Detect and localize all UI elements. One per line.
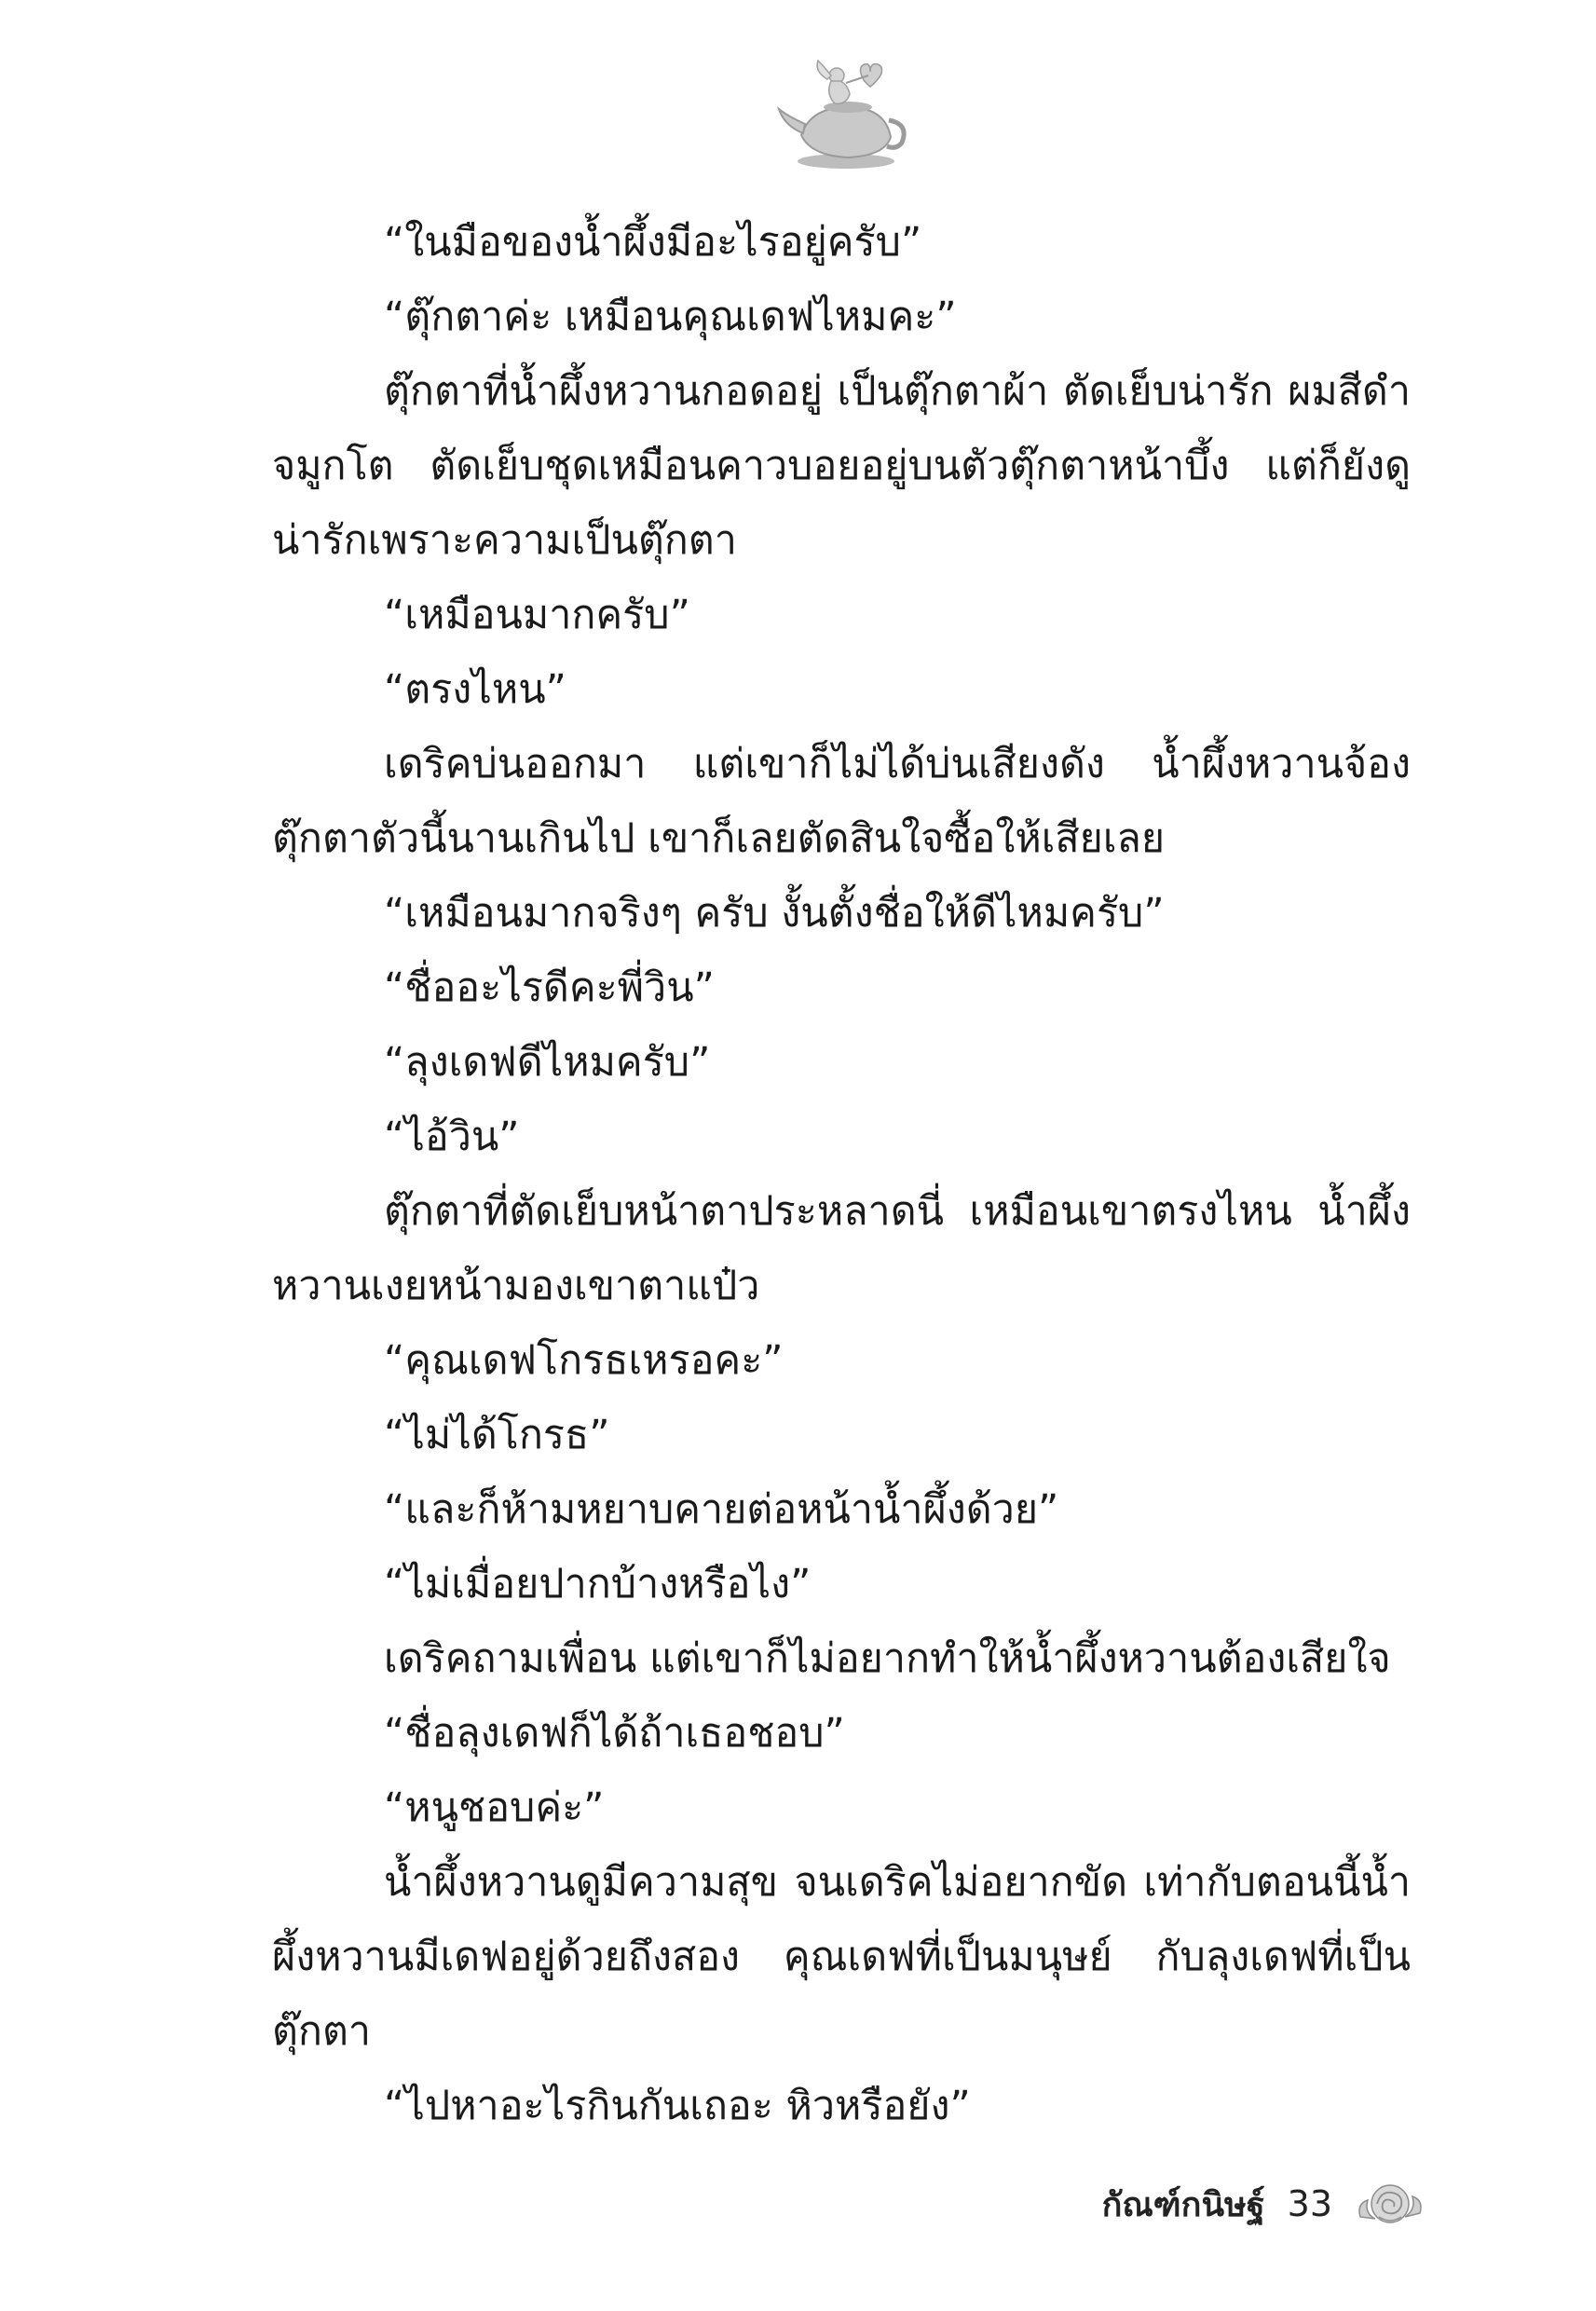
paragraph: “และก็ห้ามหยาบคายต่อหน้าน้ำผึ้งด้วย” <box>384 1486 1059 1533</box>
paragraph: ตุ๊กตาที่น้ำผึ้งหวานกอดอยู่ เป็นตุ๊กตาผ้า ตัดเย็บน่ารัก ผมสีดำ จมูกโต ตัดเย็บชุดเหมือนคาวบอยอยู่บนตัวตุ๊กตาหน้าบึ้ง แต่ก็ยังดูน่ารักเพราะความเป็นตุ๊กตา <box>272 368 1411 564</box>
book-title: กัณฑ์กนิษฐ์ <box>1101 2185 1265 2224</box>
paragraph: เดริคถามเพื่อน แต่เขาก็ไม่อยากทำให้น้ำผึ้งหวานต้องเสียใจ <box>384 1635 1391 1682</box>
page-number: 33 <box>1287 2183 1332 2224</box>
rose-icon <box>1355 2176 1425 2232</box>
paragraph: “ชื่อลุงเดฟก็ได้ถ้าเธอชอบ” <box>384 1710 845 1757</box>
paragraph: ตุ๊กตาที่ตัดเย็บหน้าตาประหลาดนี่ เหมือนเขาตรงไหน น้ำผึ้งหวานเงยหน้ามองเขาตาแป๋ว <box>272 1188 1411 1309</box>
teapot-cupid-ornament-icon <box>773 51 913 172</box>
paragraph: “ในมือของน้ำผึ้งมีอะไรอยู่ครับ” <box>384 219 922 266</box>
paragraph: “เหมือนมากครับ” <box>384 592 690 638</box>
paragraph: “ชื่ออะไรดีคะพี่วิน” <box>384 964 715 1011</box>
paragraph: “ตุ๊กตาค่ะ เหมือนคุณเดฟไหมคะ” <box>384 294 957 340</box>
paragraph: “ไม่เมื่อยปากบ้างหรือไง” <box>384 1561 812 1607</box>
body-text <box>272 205 1411 2143</box>
paragraph: “ไปหาอะไรกินกันเถอะ หิวหรือยัง” <box>384 2083 971 2129</box>
paragraph: น้ำผึ้งหวานดูมีความสุข จนเดริคไม่อยากขัด เท่ากับตอนนี้น้ำผึ้งหวานมีเดฟอยู่ด้วยถึงสอง คุณเดฟที่เป็นมนุษย์ กับลุงเดฟที่เป็นตุ๊กตา <box>272 1859 1411 2055</box>
paragraph: “หนูชอบค่ะ” <box>384 1785 605 1831</box>
paragraph: “คุณเดฟโกรธเหรอคะ” <box>384 1337 784 1384</box>
paragraph: “ตรงไหน” <box>384 666 566 713</box>
paragraph: เดริคบ่นออกมา แต่เขาก็ไม่ได้บ่นเสียงดัง น้ำผึ้งหวานจ้องตุ๊กตาตัวนี้นานเกินไป เขาก็เลยตัดสินใจซื้อให้เสียเลย <box>272 741 1411 862</box>
paragraph: “ไม่ได้โกรธ” <box>384 1412 610 1458</box>
paragraph: “ไอ้วิน” <box>384 1114 520 1160</box>
page-footer <box>1071 2167 1425 2241</box>
paragraph: “เหมือนมากจริงๆ ครับ งั้นตั้งชื่อให้ดีไหมครับ” <box>384 890 1165 937</box>
paragraph: “ลุงเดฟดีไหมครับ” <box>384 1039 711 1086</box>
